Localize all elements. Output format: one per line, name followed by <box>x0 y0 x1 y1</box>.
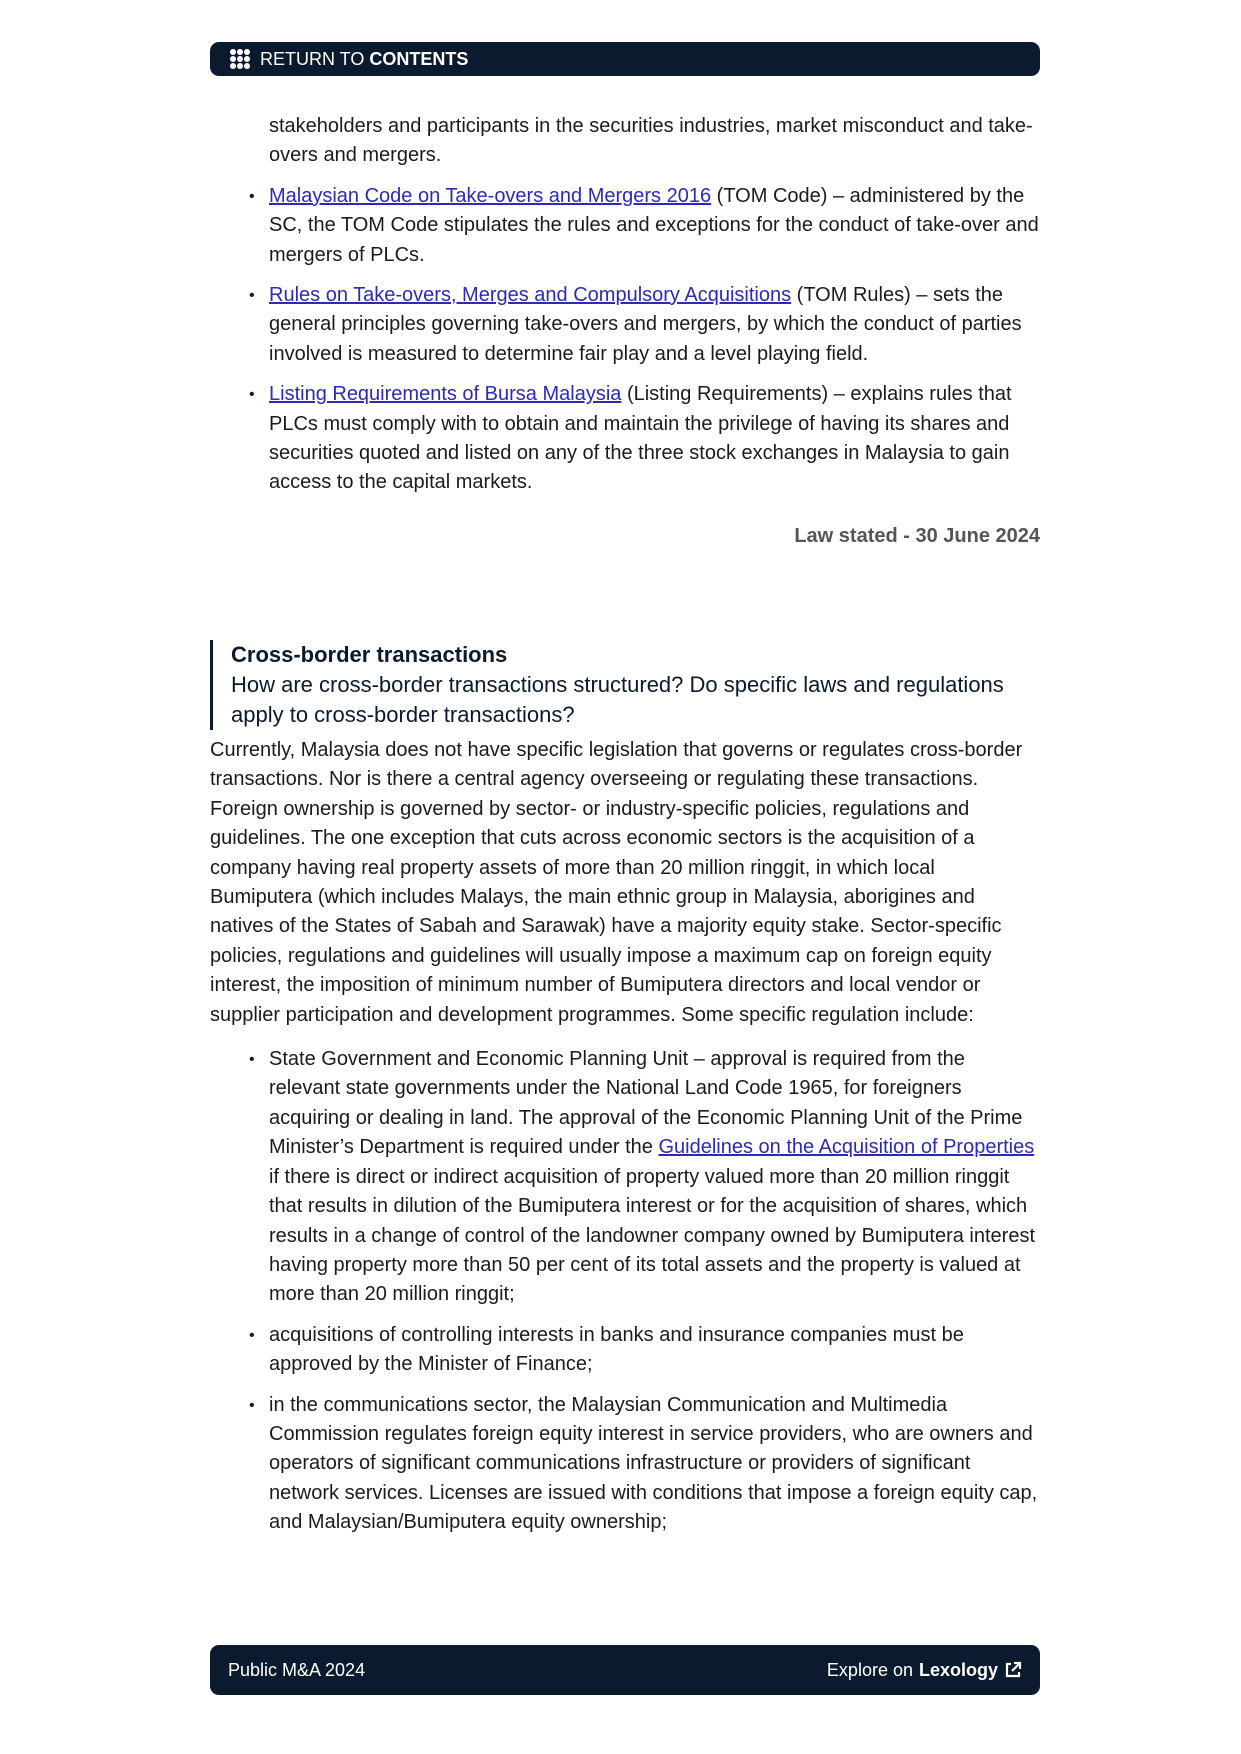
list-item-text: acquisitions of controlling interests in banks and insurance companies must be approved by the Minister of Finance; <box>269 1323 964 1376</box>
question-text: How are cross-border transactions structured? Do specific laws and regulations apply to cross-border transactions? <box>231 672 1004 727</box>
law-stated: Law stated - 30 June 2024 <box>794 524 1040 547</box>
list-item <box>210 281 1040 369</box>
list-item <box>210 380 1040 498</box>
continued-intro: stakeholders and participants in the securities industries, market misconduct and take-overs and mergers. <box>269 115 1033 167</box>
list-item <box>210 182 1040 270</box>
list-item-text: State Government and Economic Planning Unit – approval is required from the relevant state governments under the National Land Code 1965, for foreigners acquiring or dealing in land. The approval of the Economic Planning Unit of the Prime Minister’s Department is required under the <box>269 1048 1023 1159</box>
tom-rules-link[interactable]: Rules on Take-overs, Merges and Compulsory Acquisitions <box>269 284 792 307</box>
list-item-text: if there is direct or indirect acquisition of property valued more than 20 million ringgit that results in dilution of the Bumiputera interest or for the acquisition of shares, which results in a change of control of the landowner company owned by Bumiputera interest having property more than 50 per cent of its total assets and the property is valued at more than 20 million ringgit; <box>269 1165 1035 1306</box>
grid-icon <box>230 49 250 69</box>
list-item <box>210 1321 1040 1380</box>
question-header <box>210 640 1040 730</box>
continued-section <box>269 112 1040 551</box>
list-item <box>210 1391 1040 1538</box>
listing-requirements-link[interactable]: Listing Requirements of Bursa Malaysia <box>269 383 622 406</box>
tom-code-link[interactable]: Malaysian Code on Take-overs and Mergers 2016 <box>269 184 712 207</box>
external-link-icon <box>1004 1661 1022 1679</box>
return-label: RETURN TO <box>260 48 365 69</box>
return-to-contents-bar[interactable] <box>210 42 1040 76</box>
explore-label: Explore on <box>826 1659 913 1680</box>
acquisition-guidelines-link[interactable]: Guidelines on the Acquisition of Properties <box>658 1136 1035 1159</box>
footer-bar <box>210 1645 1040 1695</box>
list-item-text: in the communications sector, the Malaysian Communication and Multimedia Commission regulates foreign equity interest in service providers, who are owners and operators of significant communications infrastructure or providers of significant network services. Licenses are issued with conditions that impose a foreign equity cap, and Malaysian/Bumiputera equity ownership; <box>269 1393 1038 1534</box>
explore-lexology-link[interactable] <box>827 1660 1022 1681</box>
list-item-text: (TOM Code) – administered by the SC, the TOM Code stipulates the rules and exceptions for the conduct of take-over and mergers of PLCs. <box>269 184 1039 266</box>
answer-paragraph: Currently, Malaysia does not have specific legislation that governs or regulates cross-border transactions. Nor is there a central agency overseeing or regulating these transactions. Foreign ownership is governed by sector- or industry-specific policies, regulations and guidelines. The one exception that cuts across economic sectors is the acquisition of a company having real property assets of more than 20 million ringgit, in which local Bumiputera (which includes Malays, the main ethnic group in Malaysia, aborigines and natives of the States of Sabah and Sarawak) have a majority equity stake. Sector-specific policies, regulations and guidelines will usually impose a maximum cap on foreign equity interest, the imposition of minimum number of Bumiputera directors and local vendor or supplier participation and development programmes. Some specific regulation include: <box>210 739 1023 1026</box>
brand-name: Lexology <box>918 1659 998 1680</box>
answer-section <box>210 736 1040 1549</box>
contents-label: CONTENTS <box>369 48 469 69</box>
list-item <box>210 1045 1040 1310</box>
list-item-text: (Listing Requirements) – explains rules that PLCs must comply with to obtain and maintain the privilege of having its shares and securities quoted and listed on any of the three stock exchanges in Malaysia to gain access to the capital markets. <box>269 383 1012 494</box>
list-item-text: (TOM Rules) – sets the general principles governing take-overs and mergers, by which the conduct of parties involved is measured to determine fair play and a level playing field. <box>269 284 1022 365</box>
publication-title: Public M&A 2024 <box>228 1659 366 1680</box>
question-topic: Cross-border transactions <box>231 642 508 667</box>
